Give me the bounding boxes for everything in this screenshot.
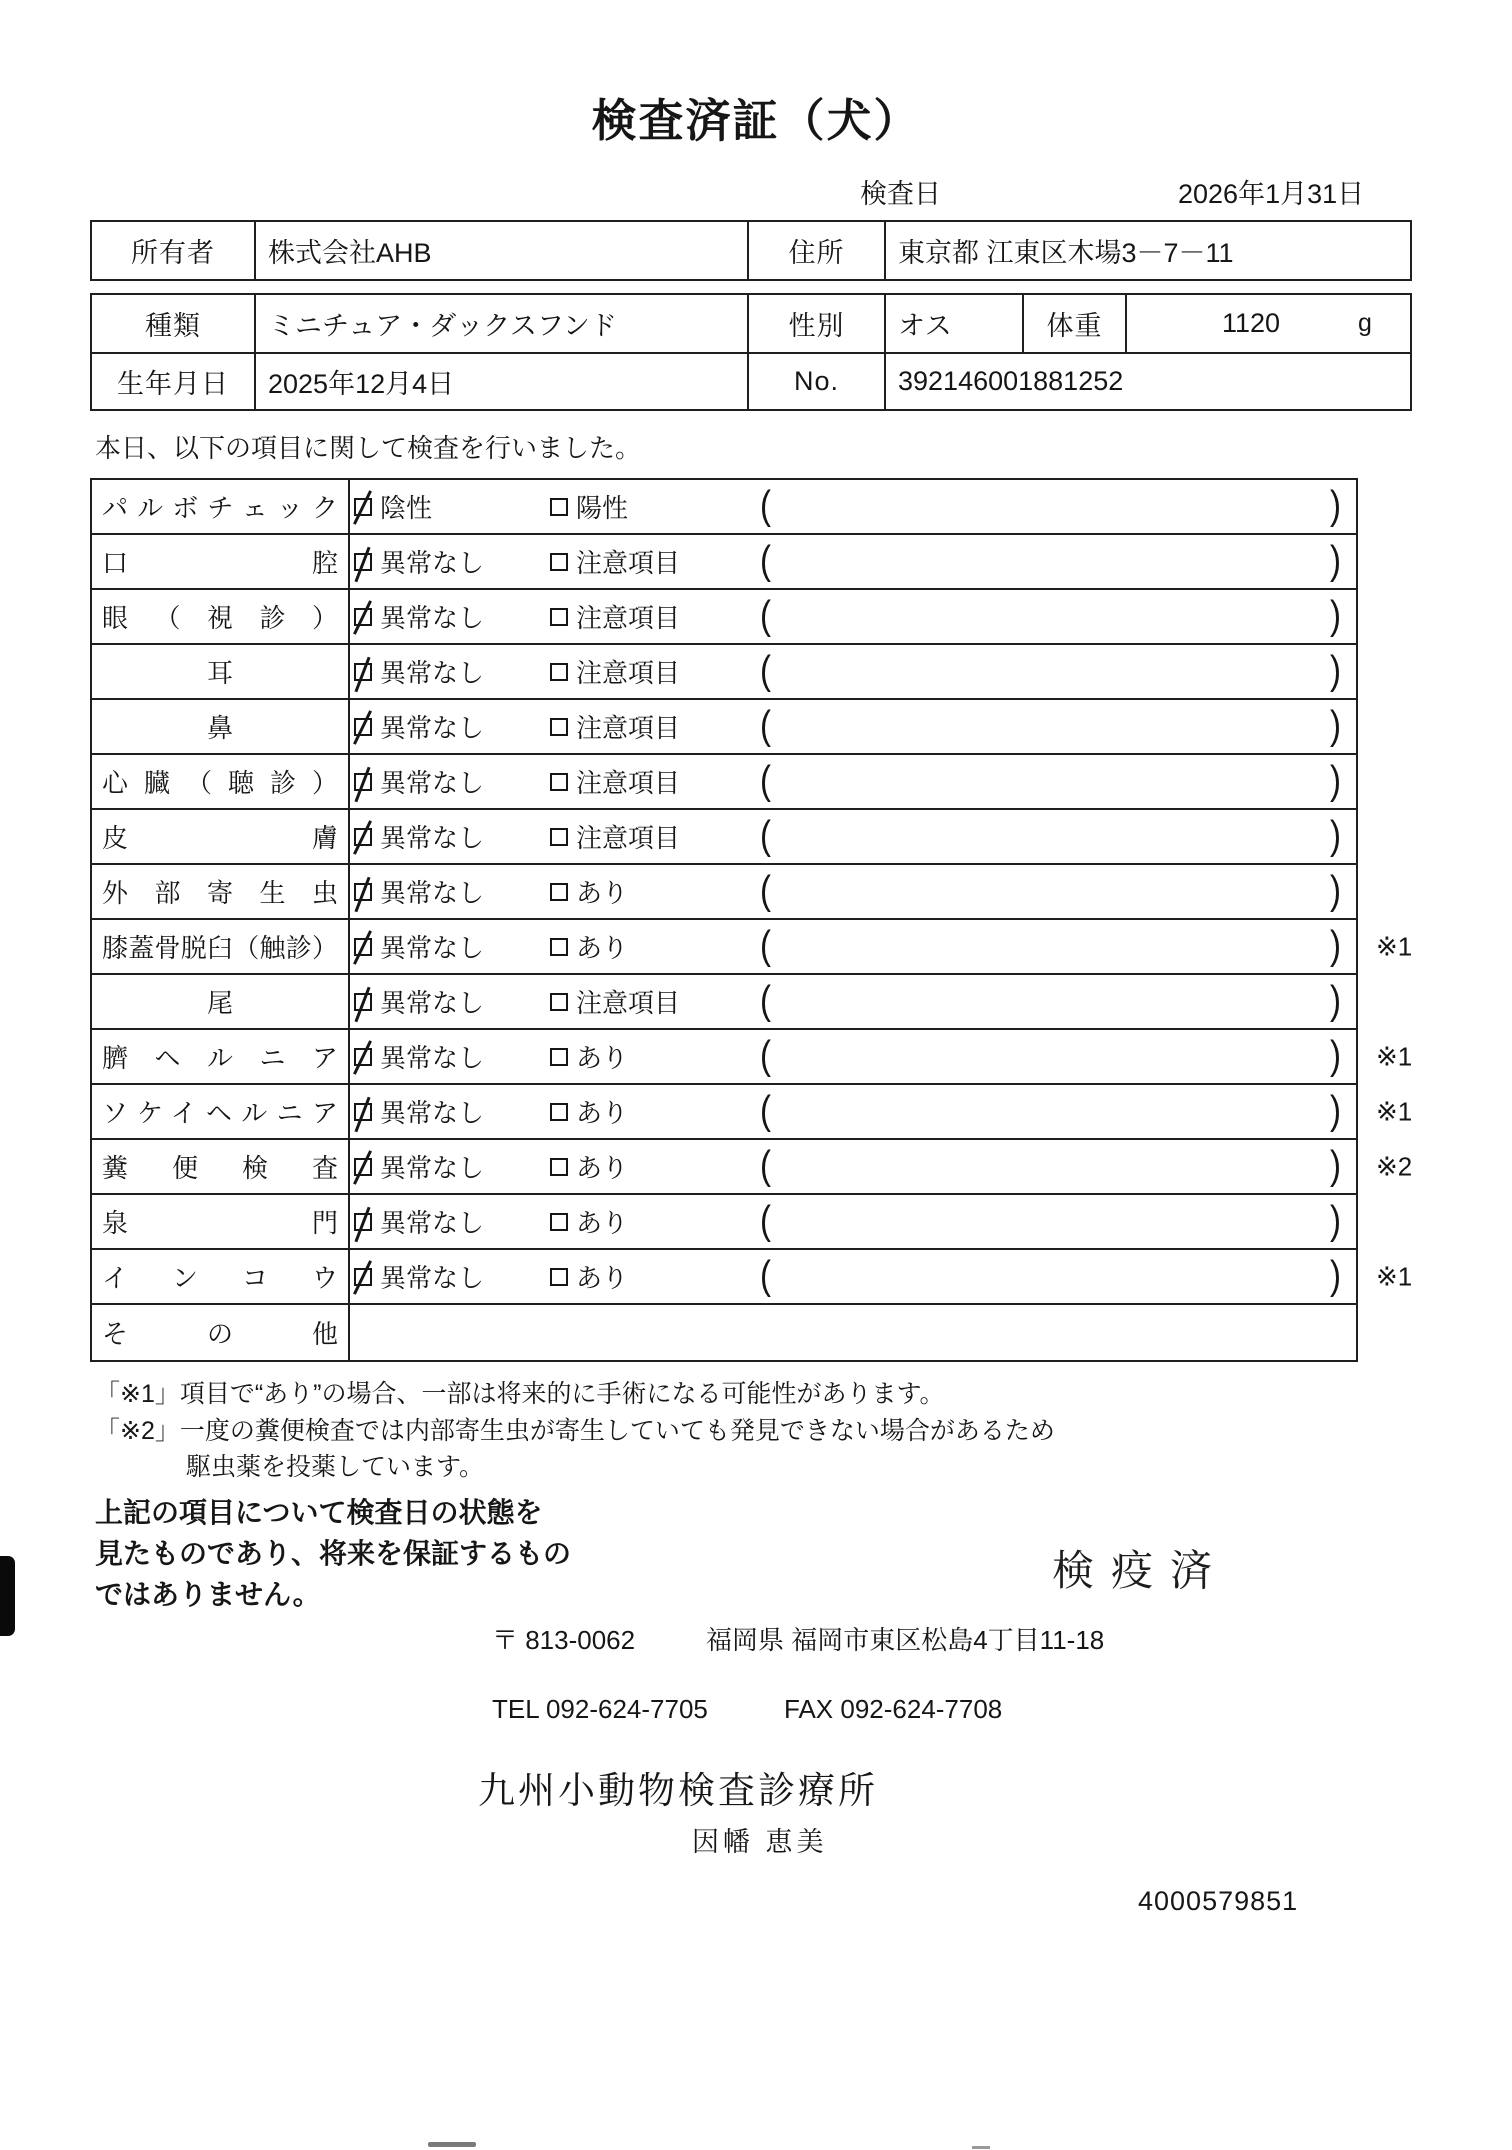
result-option	[354, 700, 484, 753]
option-label: 注意項目	[576, 988, 681, 1018]
checked-checkbox-icon	[354, 883, 372, 901]
inspection-table	[90, 478, 1413, 1362]
owner-value: 株式会社AHB	[256, 222, 749, 279]
clinic-fax: FAX 092-624-7708	[784, 1694, 1003, 1724]
inspection-item-label: パルボチェック	[92, 480, 350, 533]
paren-close: )	[1330, 812, 1341, 857]
option-label: 異常なし	[380, 658, 485, 688]
paren-open: (	[760, 1087, 771, 1132]
option-label: 陰性	[380, 493, 433, 523]
result-option-negative1	[550, 480, 628, 533]
result-option	[550, 590, 680, 643]
paren-open: (	[760, 1197, 771, 1242]
unchecked-checkbox-icon	[550, 718, 568, 736]
paren-close: )	[1330, 647, 1341, 692]
veterinarian-name: 因幡 恵美	[692, 1827, 828, 1857]
row-note: ※1	[1376, 931, 1413, 961]
paren-close: )	[1330, 1087, 1341, 1132]
checked-checkbox-icon	[354, 1103, 372, 1121]
result-option	[354, 645, 484, 698]
option-label: あり	[576, 1208, 629, 1238]
paren-close: )	[1330, 702, 1341, 747]
result-option	[550, 975, 680, 1028]
option-label: 異常なし	[380, 1043, 485, 1073]
paren-open: (	[760, 757, 771, 802]
checked-checkbox-icon	[354, 1048, 372, 1066]
result-option	[354, 810, 484, 863]
option-label: 注意項目	[576, 713, 681, 743]
inspection-row-fecal-exam	[92, 1140, 1413, 1195]
paren-close: )	[1330, 757, 1341, 802]
inspection-row-parvo	[92, 480, 1356, 535]
inspection-row-heart	[92, 755, 1356, 810]
checked-checkbox-icon	[354, 498, 372, 516]
checked-checkbox-icon	[354, 718, 372, 736]
result-option	[354, 1140, 484, 1193]
checked-checkbox-icon	[354, 828, 372, 846]
unchecked-checkbox-icon	[550, 663, 568, 681]
result-option	[550, 1140, 628, 1193]
option-label: 異常なし	[380, 1208, 485, 1238]
option-label: 注意項目	[576, 658, 681, 688]
paren-close: )	[1330, 1142, 1341, 1187]
owner-address-label: 住所	[749, 222, 886, 279]
option-label: 異常なし	[380, 1153, 485, 1183]
clinic-postal-code: 〒 813-0062	[492, 1625, 636, 1655]
paren-open: (	[760, 1142, 771, 1187]
clinic-address: 福岡県 福岡市東区松島4丁目11-18	[706, 1625, 1105, 1655]
inspection-row-mouth	[92, 535, 1356, 590]
paren-open: (	[760, 1252, 771, 1297]
result-option	[550, 810, 680, 863]
weight-label: 体重	[1024, 295, 1127, 352]
weight-value: 1120	[1221, 308, 1280, 338]
disclaimer-line-2: 見たものであり、将来を保証するもの	[95, 1538, 572, 1569]
sex-value: オス	[886, 295, 1024, 352]
option-label: 異常なし	[380, 1098, 485, 1128]
paren-open: (	[760, 702, 771, 747]
result-option	[550, 1030, 628, 1083]
result-option	[354, 590, 484, 643]
option-label: 異常なし	[380, 548, 485, 578]
paren-close: )	[1330, 537, 1341, 582]
paren-close: )	[1330, 1032, 1341, 1077]
option-label: あり	[576, 878, 629, 908]
intro-text: 本日、以下の項目に関して検査を行いました。	[95, 433, 642, 463]
option-label: 異常なし	[380, 768, 485, 798]
unchecked-checkbox-icon	[550, 1213, 568, 1231]
paren-open: (	[760, 1032, 771, 1077]
inspection-row-nose	[92, 700, 1356, 755]
inspection-item-label: 外部寄生虫	[92, 865, 350, 918]
option-label: 異常なし	[380, 823, 485, 853]
option-label: 異常なし	[380, 1263, 485, 1293]
option-label: あり	[576, 1043, 629, 1073]
result-option	[354, 865, 484, 918]
result-option	[550, 1250, 628, 1303]
quarantine-stamp-text: 検疫済	[1052, 1547, 1230, 1594]
inspection-row-patella	[92, 920, 1413, 975]
result-option	[354, 975, 484, 1028]
inspection-date-label: 検査日	[860, 179, 941, 209]
checked-checkbox-icon	[354, 993, 372, 1011]
inspection-item-label: 口腔	[92, 535, 350, 588]
option-label: 異常なし	[380, 933, 485, 963]
disclaimer-line-3: ではありません。	[95, 1579, 321, 1610]
row-note: ※1	[1376, 1096, 1413, 1126]
checked-checkbox-icon	[354, 553, 372, 571]
option-label: 異常なし	[380, 878, 485, 908]
inspection-item-label: ソケイヘルニア	[92, 1085, 350, 1138]
birthdate-value: 2025年12月4日	[256, 354, 749, 409]
page-title: 検査済証（犬）	[591, 95, 921, 146]
weight-cell	[1127, 295, 1410, 352]
result-option	[354, 535, 484, 588]
result-option	[354, 1250, 484, 1303]
disclaimer-text	[95, 1492, 571, 1615]
checked-checkbox-icon	[354, 608, 372, 626]
inspection-row-parasites	[92, 865, 1356, 920]
checked-checkbox-icon	[354, 773, 372, 791]
inspection-item-label: 眼（視診）	[92, 590, 350, 643]
checked-checkbox-icon	[354, 938, 372, 956]
scan-artifact	[0, 1556, 15, 1636]
unchecked-checkbox-icon	[550, 553, 568, 571]
checked-checkbox-icon	[354, 1158, 372, 1176]
unchecked-checkbox-icon	[550, 773, 568, 791]
option-label: 陽性	[576, 493, 629, 523]
inspection-item-label: 尾	[92, 975, 350, 1028]
option-label: 注意項目	[576, 603, 681, 633]
inspection-row-umbilical-hernia	[92, 1030, 1413, 1085]
inspection-item-label: 鼻	[92, 700, 350, 753]
no-label: No.	[749, 354, 886, 409]
paren-close: )	[1330, 482, 1341, 527]
pet-table	[90, 293, 1412, 411]
inspection-row-eyes	[92, 590, 1356, 645]
result-option	[550, 645, 680, 698]
no-value: 392146001881252	[898, 366, 1124, 396]
paren-open: (	[760, 537, 771, 582]
pet-row-1	[92, 295, 1410, 352]
inspection-item-label: 心臓（聴診）	[92, 755, 350, 808]
result-option	[550, 535, 680, 588]
result-option	[354, 920, 484, 973]
option-label: 異常なし	[380, 988, 485, 1018]
row-note: ※1	[1376, 1041, 1413, 1071]
result-option	[550, 1195, 628, 1248]
checked-checkbox-icon	[354, 1268, 372, 1286]
paren-open: (	[760, 977, 771, 1022]
option-label: 注意項目	[576, 548, 681, 578]
unchecked-checkbox-icon	[550, 1048, 568, 1066]
paren-close: )	[1330, 977, 1341, 1022]
owner-table	[90, 220, 1412, 281]
inspection-item-label: 糞便検査	[92, 1140, 350, 1193]
result-option	[550, 920, 628, 973]
unchecked-checkbox-icon	[550, 883, 568, 901]
unchecked-checkbox-icon	[550, 938, 568, 956]
unchecked-checkbox-icon	[550, 1268, 568, 1286]
owner-row	[92, 222, 1410, 279]
option-label: あり	[576, 933, 629, 963]
breed-label: 種類	[92, 295, 256, 352]
option-label: 異常なし	[380, 713, 485, 743]
inspection-item-label: その他	[92, 1305, 350, 1360]
footnote-2: 「※2」一度の糞便検査では内部寄生虫が寄生していても発見できない場合があるため	[95, 1417, 1055, 1445]
footnote-2-continued: 駆虫薬を投薬しています。	[186, 1453, 485, 1481]
option-label: あり	[576, 1153, 629, 1183]
breed-value: ミニチュア・ダックスフンド	[256, 295, 749, 352]
weight-unit: g	[1358, 309, 1372, 337]
checked-checkbox-icon	[354, 1213, 372, 1231]
paren-open: (	[760, 482, 771, 527]
inspection-row-inguinal-hernia	[92, 1085, 1413, 1140]
option-label: 注意項目	[576, 768, 681, 798]
inspection-item-label: 皮膚	[92, 810, 350, 863]
inspection-date-value: 2026年1月31日	[1178, 179, 1365, 209]
unchecked-checkbox-icon	[550, 1103, 568, 1121]
inspection-row-fontanelle	[92, 1195, 1356, 1250]
unchecked-checkbox-icon	[550, 608, 568, 626]
inspection-item-label: インコウ	[92, 1250, 350, 1303]
row-note: ※2	[1376, 1151, 1413, 1181]
inspection-row-tail	[92, 975, 1356, 1030]
owner-address-value: 東京都 江東区木場3－7－11	[898, 238, 1234, 268]
paren-close: )	[1330, 1197, 1341, 1242]
row-note: ※1	[1376, 1261, 1413, 1291]
unchecked-checkbox-icon	[550, 1158, 568, 1176]
option-label: 注意項目	[576, 823, 681, 853]
inspection-item-label: 泉門	[92, 1195, 350, 1248]
result-option	[550, 1085, 628, 1138]
disclaimer-line-1: 上記の項目について検査日の状態を	[95, 1497, 543, 1528]
result-option	[354, 755, 484, 808]
inspection-item-label: 膝蓋骨脱臼（触診）	[92, 920, 350, 973]
paren-close: )	[1330, 922, 1341, 967]
sex-label: 性別	[749, 295, 886, 352]
unchecked-checkbox-icon	[550, 993, 568, 1011]
result-option-positive1	[354, 480, 432, 533]
inspection-row-inkou	[92, 1250, 1413, 1305]
result-option	[550, 755, 680, 808]
paren-open: (	[760, 812, 771, 857]
birthdate-label: 生年月日	[92, 354, 256, 409]
paren-close: )	[1330, 867, 1341, 912]
inspection-row-skin	[92, 810, 1356, 865]
inspection-item-label: 耳	[92, 645, 350, 698]
serial-number: 4000579851	[1138, 1886, 1299, 1916]
option-label: 異常なし	[380, 603, 485, 633]
checked-checkbox-icon	[354, 663, 372, 681]
clinic-name: 九州小動物検査診療所	[478, 1770, 878, 1811]
footnote-1: 「※1」項目で“あり”の場合、一部は将来的に手術になる可能性があります。	[95, 1380, 945, 1408]
option-label: あり	[576, 1098, 629, 1128]
unchecked-checkbox-icon	[550, 828, 568, 846]
scan-artifact	[428, 2142, 476, 2147]
pet-row-2	[92, 352, 1410, 409]
paren-open: (	[760, 922, 771, 967]
paren-open: (	[760, 867, 771, 912]
option-label: あり	[576, 1263, 629, 1293]
clinic-tel: TEL 092-624-7705	[492, 1694, 708, 1724]
result-option	[354, 1195, 484, 1248]
result-option	[550, 700, 680, 753]
scan-artifact	[972, 2146, 990, 2149]
inspection-row-other	[92, 1305, 1356, 1360]
inspection-item-label: 臍ヘルニア	[92, 1030, 350, 1083]
inspection-row-ears	[92, 645, 1356, 700]
result-option	[550, 865, 628, 918]
paren-open: (	[760, 592, 771, 637]
paren-close: )	[1330, 1252, 1341, 1297]
owner-label: 所有者	[92, 222, 256, 279]
paren-close: )	[1330, 592, 1341, 637]
result-option	[354, 1085, 484, 1138]
paren-open: (	[760, 647, 771, 692]
result-option	[354, 1030, 484, 1083]
unchecked-checkbox-icon	[550, 498, 568, 516]
